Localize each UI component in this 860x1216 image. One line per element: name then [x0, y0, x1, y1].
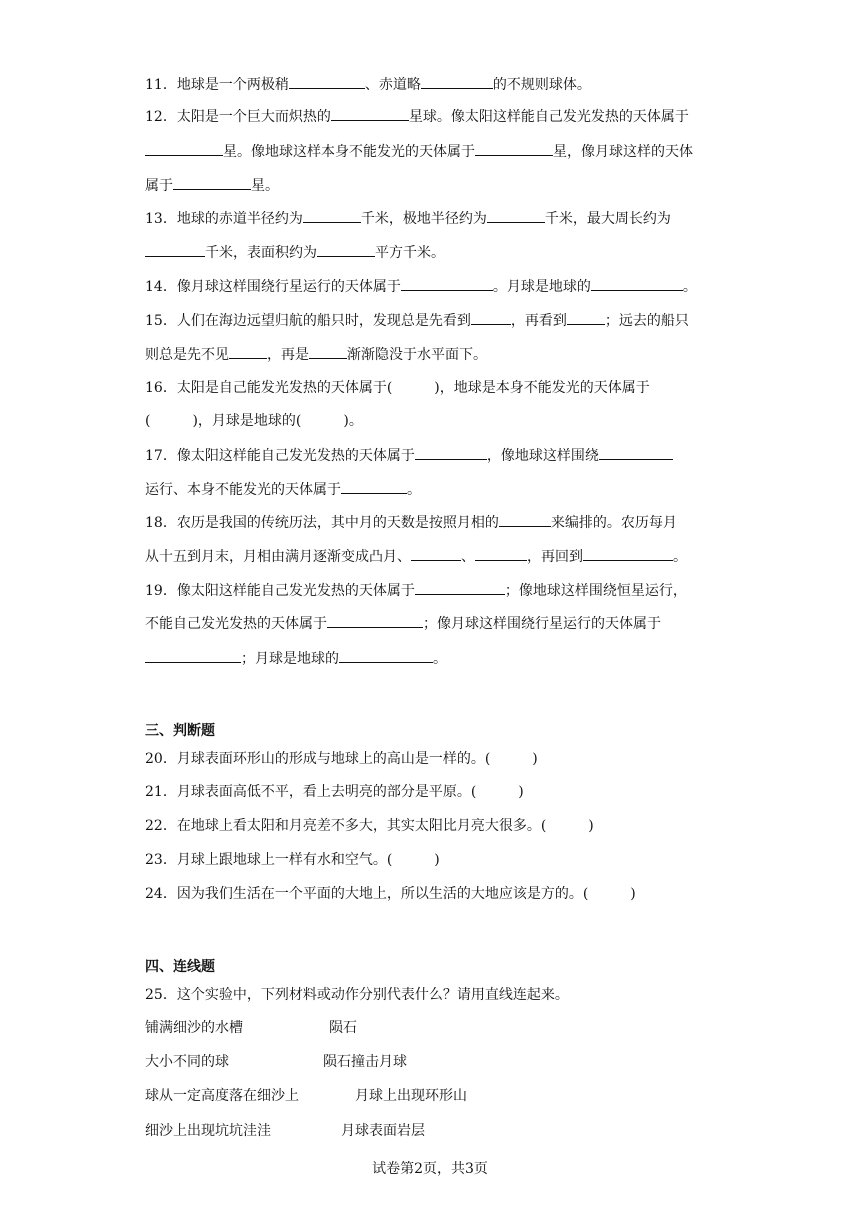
question-text: ( )，月球是地球的( )。: [145, 413, 363, 429]
answer-blank[interactable]: [591, 276, 683, 291]
question-text: ，再是: [267, 347, 309, 363]
question-line-q19b: [145, 613, 661, 634]
question-line-q15b: [145, 344, 487, 365]
question-line-q18a: [145, 512, 677, 533]
answer-blank[interactable]: [173, 175, 251, 190]
answer-blank[interactable]: [331, 106, 409, 121]
question-text: 。: [433, 651, 447, 667]
question-text: 星球。像太阳这样能自己发光发热的天体属于: [408, 109, 689, 125]
answer-blank[interactable]: [599, 445, 673, 460]
match-left-2: 大小不同的球: [145, 1054, 229, 1070]
question-text: 15．人们在海边远望归航的船只时，发现总是先看到: [145, 313, 471, 329]
answer-blank[interactable]: [583, 546, 673, 561]
answer-blank[interactable]: [475, 141, 553, 156]
answer-blank[interactable]: [567, 310, 605, 325]
question-text: 的不规则球体。: [492, 77, 591, 93]
question-line-q16b: [145, 411, 363, 431]
question-text: 、: [461, 549, 475, 565]
question-line-q13b: [145, 242, 445, 263]
judge-item-24: 24．因为我们生活在一个平面的大地上，所以生活的大地应该是方的。( ): [145, 886, 636, 902]
answer-blank[interactable]: [339, 648, 433, 663]
answer-blank[interactable]: [341, 479, 407, 494]
question-text: 11．地球是一个两极稍: [145, 77, 289, 93]
answer-blank[interactable]: [289, 74, 365, 89]
question-line-q19a: [145, 580, 687, 601]
answer-blank[interactable]: [421, 74, 493, 89]
question-text: 。: [682, 279, 697, 295]
question-text: ；像月球这样围绕行星运行的天体属于: [423, 616, 661, 632]
question-text: 平方千米。: [375, 245, 445, 261]
question-text: 则总是先不见: [145, 347, 229, 363]
question-line-q19c: [145, 648, 447, 669]
question-text: ；像地球这样围绕恒星运行，: [504, 583, 687, 599]
answer-blank[interactable]: [145, 141, 223, 156]
question-line-q14: [145, 276, 697, 297]
question-text: ，再回到: [527, 549, 583, 565]
question-text: 。月球是地球的: [492, 279, 591, 295]
judge-item-21: 21．月球表面高低不平，看上去明亮的部分是平原。( ): [145, 784, 524, 800]
match-right-3: 月球上出现环形山: [355, 1088, 467, 1104]
match-right-1: 陨石: [329, 1020, 357, 1036]
question-text: 千米，最大周长约为: [544, 211, 671, 227]
question-text: 渐渐隐没于水平面下。: [347, 347, 487, 363]
question-text: 不能自己发光发热的天体属于: [145, 616, 327, 632]
answer-blank[interactable]: [499, 512, 551, 527]
question-text: 千米，表面积约为: [205, 245, 317, 261]
question-text: 18．农历是我国的传统历法，其中月的天数是按照月相的: [145, 515, 499, 531]
answer-blank[interactable]: [401, 276, 493, 291]
question-line-q16a: [145, 378, 650, 398]
question-line-q17a: [145, 445, 673, 466]
question-line-q18b: [145, 546, 687, 567]
answer-blank[interactable]: [327, 613, 423, 628]
answer-blank[interactable]: [415, 580, 505, 595]
answer-blank[interactable]: [145, 242, 205, 257]
question-line-q15a: [145, 310, 689, 331]
question-text: ；远去的船只: [604, 313, 689, 329]
question-line-q17b: [145, 479, 421, 500]
question-text: 星，像月球这样的天体: [553, 144, 693, 160]
match-left-3: 球从一定高度落在细沙上: [145, 1088, 299, 1104]
match-right-2: 陨石撞击月球: [323, 1054, 407, 1070]
question-text: ；月球是地球的: [241, 651, 339, 667]
question-text: ，像地球这样围绕: [486, 448, 599, 464]
answer-blank[interactable]: [317, 242, 375, 257]
question-text: 14．像月球这样围绕行星运行的天体属于: [145, 279, 401, 295]
question-text: 13．地球的赤道半径约为: [145, 211, 303, 227]
question-line-q12c: [145, 175, 279, 196]
question-text: 16．太阳是自己能发光发热的天体属于( )，地球是本身不能发光的天体属于: [145, 380, 650, 396]
answer-blank[interactable]: [229, 344, 267, 359]
answer-blank[interactable]: [471, 310, 511, 325]
question-text: 12．太阳是一个巨大而炽热的: [145, 109, 331, 125]
page-footer: 试卷第2页，共3页: [372, 1161, 488, 1177]
question-text: 千米，极地半径约为: [360, 211, 487, 227]
match-left-1: 铺满细沙的水槽: [145, 1020, 243, 1036]
question-line-q12b: [145, 141, 693, 162]
answer-blank[interactable]: [415, 445, 487, 460]
question-text: ，再看到: [510, 313, 567, 329]
question-text: 属于: [145, 178, 173, 194]
section-4-heading: 四、连线题: [145, 959, 215, 975]
question-line-q13a: [145, 208, 671, 229]
match-left-4: 细沙上出现坑坑洼洼: [145, 1123, 271, 1139]
question-text: 运行、本身不能发光的天体属于: [145, 482, 341, 498]
question-text: 星。像地球这样本身不能发光的天体属于: [223, 144, 475, 160]
answer-blank[interactable]: [475, 546, 527, 561]
question-text: 从十五到月末，月相由满月逐渐变成凸月、: [145, 549, 411, 565]
judge-item-22: 22．在地球上看太阳和月亮差不多大，其实太阳比月亮大很多。( ): [145, 818, 594, 834]
question-text: 17．像太阳这样能自己发光发热的天体属于: [145, 448, 415, 464]
answer-blank[interactable]: [145, 648, 241, 663]
judge-item-20: 20．月球表面环形山的形成与地球上的高山是一样的。( ): [145, 751, 538, 767]
match-question-25: 25．这个实验中，下列材料或动作分别代表什么？请用直线连起来。: [145, 987, 569, 1003]
question-line-q11: [145, 74, 591, 95]
section-3-heading: 三、判断题: [145, 723, 215, 739]
question-text: 19．像太阳这样能自己发光发热的天体属于: [145, 583, 415, 599]
answer-blank[interactable]: [303, 208, 361, 223]
judge-item-23: 23．月球上跟地球上一样有水和空气。( ): [145, 852, 440, 868]
match-right-4: 月球表面岩层: [341, 1123, 425, 1139]
question-line-q12a: [145, 106, 689, 127]
question-text: 。: [407, 482, 421, 498]
question-text: 。: [673, 549, 687, 565]
answer-blank[interactable]: [411, 546, 461, 561]
question-text: 星。: [251, 178, 279, 194]
answer-blank[interactable]: [487, 208, 545, 223]
question-text: 来编排的。农历每月: [550, 515, 677, 531]
answer-blank[interactable]: [309, 344, 347, 359]
question-text: 、赤道略: [364, 77, 421, 93]
